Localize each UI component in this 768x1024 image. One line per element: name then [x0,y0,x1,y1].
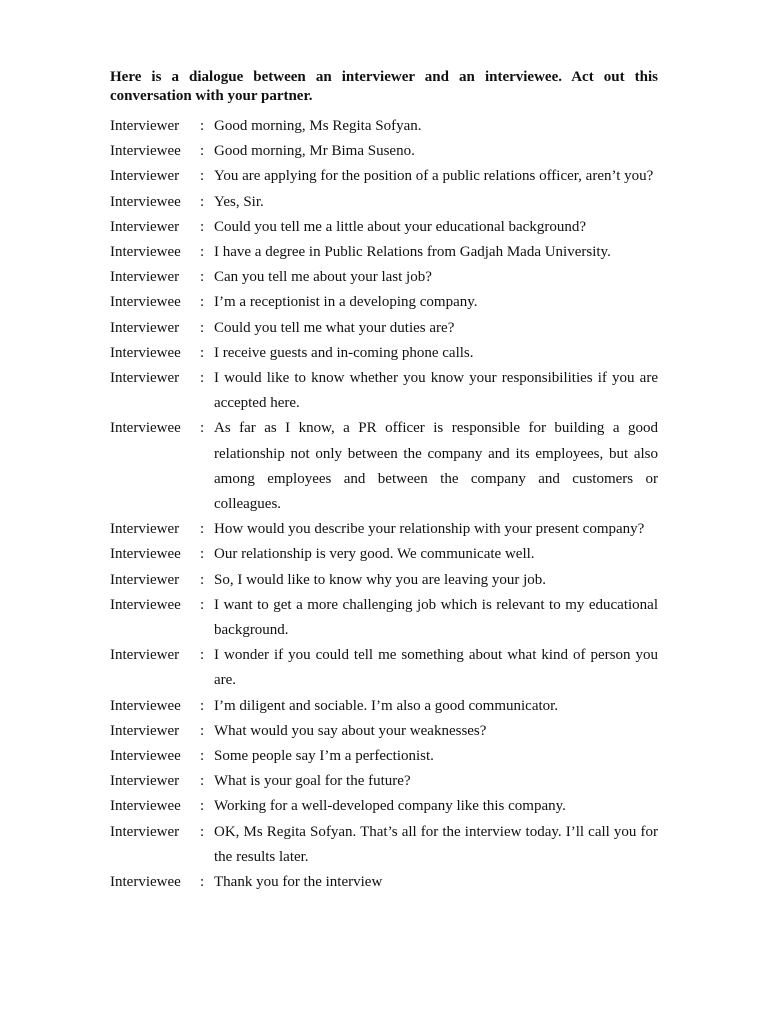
utterance-text: What would you say about your weaknesses? [214,722,487,739]
dialogue-turn [110,820,658,870]
separator-colon: : [200,722,205,739]
dialogue-turn [110,139,658,164]
speaker-label: Interviewee [110,748,181,765]
speaker-label: Interviewer [110,521,180,538]
separator-colon: : [200,319,205,336]
utterance-text: Working for a well-developed company like this company. [214,798,566,815]
separator-colon: : [200,596,205,613]
dialogue-turn [110,366,658,416]
speaker-label: Interviewee [110,294,181,311]
dialogue-turn [110,593,658,643]
separator-colon: : [200,773,205,790]
utterance-text: As far as I know, a PR officer is responsible for building a good relationship not only between the company and its employees, but also among employees and between the company and customers or colleagues. [214,420,658,513]
utterance-text: Thank you for the interview [214,874,383,891]
dialogue-turn [110,164,658,189]
separator-colon: : [200,143,205,160]
separator-colon: : [200,370,205,387]
dialogue-turn [110,215,658,240]
speaker-label: Interviewee [110,798,181,815]
dialogue-turn [110,694,658,719]
speaker-label: Interviewer [110,319,180,336]
utterance-text: I want to get a more challenging job which is relevant to my educational background. [214,596,658,639]
dialogue-turn [110,190,658,215]
utterance-text: I have a degree in Public Relations from Gadjah Mada University. [214,244,611,261]
dialogue-turn [110,870,658,895]
speaker-label: Interviewee [110,143,181,160]
dialogue-turn [110,290,658,315]
dialogue-turn [110,341,658,366]
speaker-label: Interviewee [110,596,181,613]
separator-colon: : [200,269,205,286]
dialogue-turn [110,643,658,693]
utterance-text: You are applying for the position of a public relations officer, aren’t you? [214,168,654,185]
dialogue-turn [110,517,658,542]
utterance-text: Could you tell me what your duties are? [214,319,455,336]
utterance-text: How would you describe your relationship with your present company? [214,521,645,538]
speaker-label: Interviewer [110,823,180,840]
speaker-label: Interviewer [110,168,180,185]
separator-colon: : [200,748,205,765]
speaker-label: Interviewee [110,546,181,563]
document-page [110,68,658,895]
utterance-text: What is your goal for the future? [214,773,411,790]
dialogue-turn [110,719,658,744]
speaker-label: Interviewee [110,244,181,261]
instructions-text: Here is a dialogue between an interviewer and an interviewee. Act out this conversation with your partner. [110,69,658,104]
dialogue-turn [110,542,658,567]
dialogue-turn [110,794,658,819]
separator-colon: : [200,647,205,664]
separator-colon: : [200,798,205,815]
speaker-label: Interviewee [110,697,181,714]
dialogue-turn [110,265,658,290]
utterance-text: Yes, Sir. [214,193,264,210]
speaker-label: Interviewer [110,118,180,134]
dialogue-turn [110,416,658,517]
separator-colon: : [200,193,205,210]
separator-colon: : [200,546,205,563]
utterance-text: So, I would like to know why you are leaving your job. [214,571,547,588]
separator-colon: : [200,420,205,437]
utterance-text: I’m a receptionist in a developing company. [214,294,478,311]
utterance-text: I would like to know whether you know your responsibilities if you are accepted here. [214,370,658,412]
speaker-label: Interviewer [110,647,180,664]
utterance-text: Our relationship is very good. We communicate well. [214,546,535,563]
speaker-label: Interviewee [110,344,181,361]
utterance-text: OK, Ms Regita Sofyan. That’s all for the interview today. I’ll call you for the results later. [214,823,658,865]
speaker-label: Interviewer [110,722,180,739]
dialogue-turn [110,316,658,341]
speaker-label: Interviewee [110,193,181,210]
utterance-text: I wonder if you could tell me something about what kind of person you are. [214,647,658,689]
utterance-text: I receive guests and in-coming phone calls. [214,344,474,361]
utterance-text: Good morning, Ms Regita Sofyan. [214,118,422,134]
dialogue-turn [110,744,658,769]
separator-colon: : [200,244,205,261]
speaker-label: Interviewer [110,370,180,387]
separator-colon: : [200,218,205,235]
speaker-label: Interviewer [110,571,180,588]
dialogue-turn [110,568,658,593]
utterance-text: Good morning, Mr Bima Suseno. [214,143,415,160]
separator-colon: : [200,118,205,134]
utterance-text: I’m diligent and sociable. I’m also a good communicator. [214,697,559,714]
separator-colon: : [200,697,205,714]
dialogue-turn [110,240,658,265]
speaker-label: Interviewee [110,420,181,437]
dialogue-turn [110,114,658,139]
separator-colon: : [200,571,205,588]
separator-colon: : [200,168,205,185]
separator-colon: : [200,344,205,361]
utterance-text: Could you tell me a little about your educational background? [214,218,586,235]
utterance-text: Can you tell me about your last job? [214,269,432,286]
speaker-label: Interviewer [110,269,180,286]
separator-colon: : [200,874,205,891]
dialogue-list [110,114,658,895]
utterance-text: Some people say I’m a perfectionist. [214,748,434,765]
speaker-label: Interviewee [110,874,181,891]
separator-colon: : [200,294,205,311]
speaker-label: Interviewer [110,218,180,235]
dialogue-turn [110,769,658,794]
separator-colon: : [200,823,205,840]
speaker-label: Interviewer [110,773,180,790]
separator-colon: : [200,521,205,538]
